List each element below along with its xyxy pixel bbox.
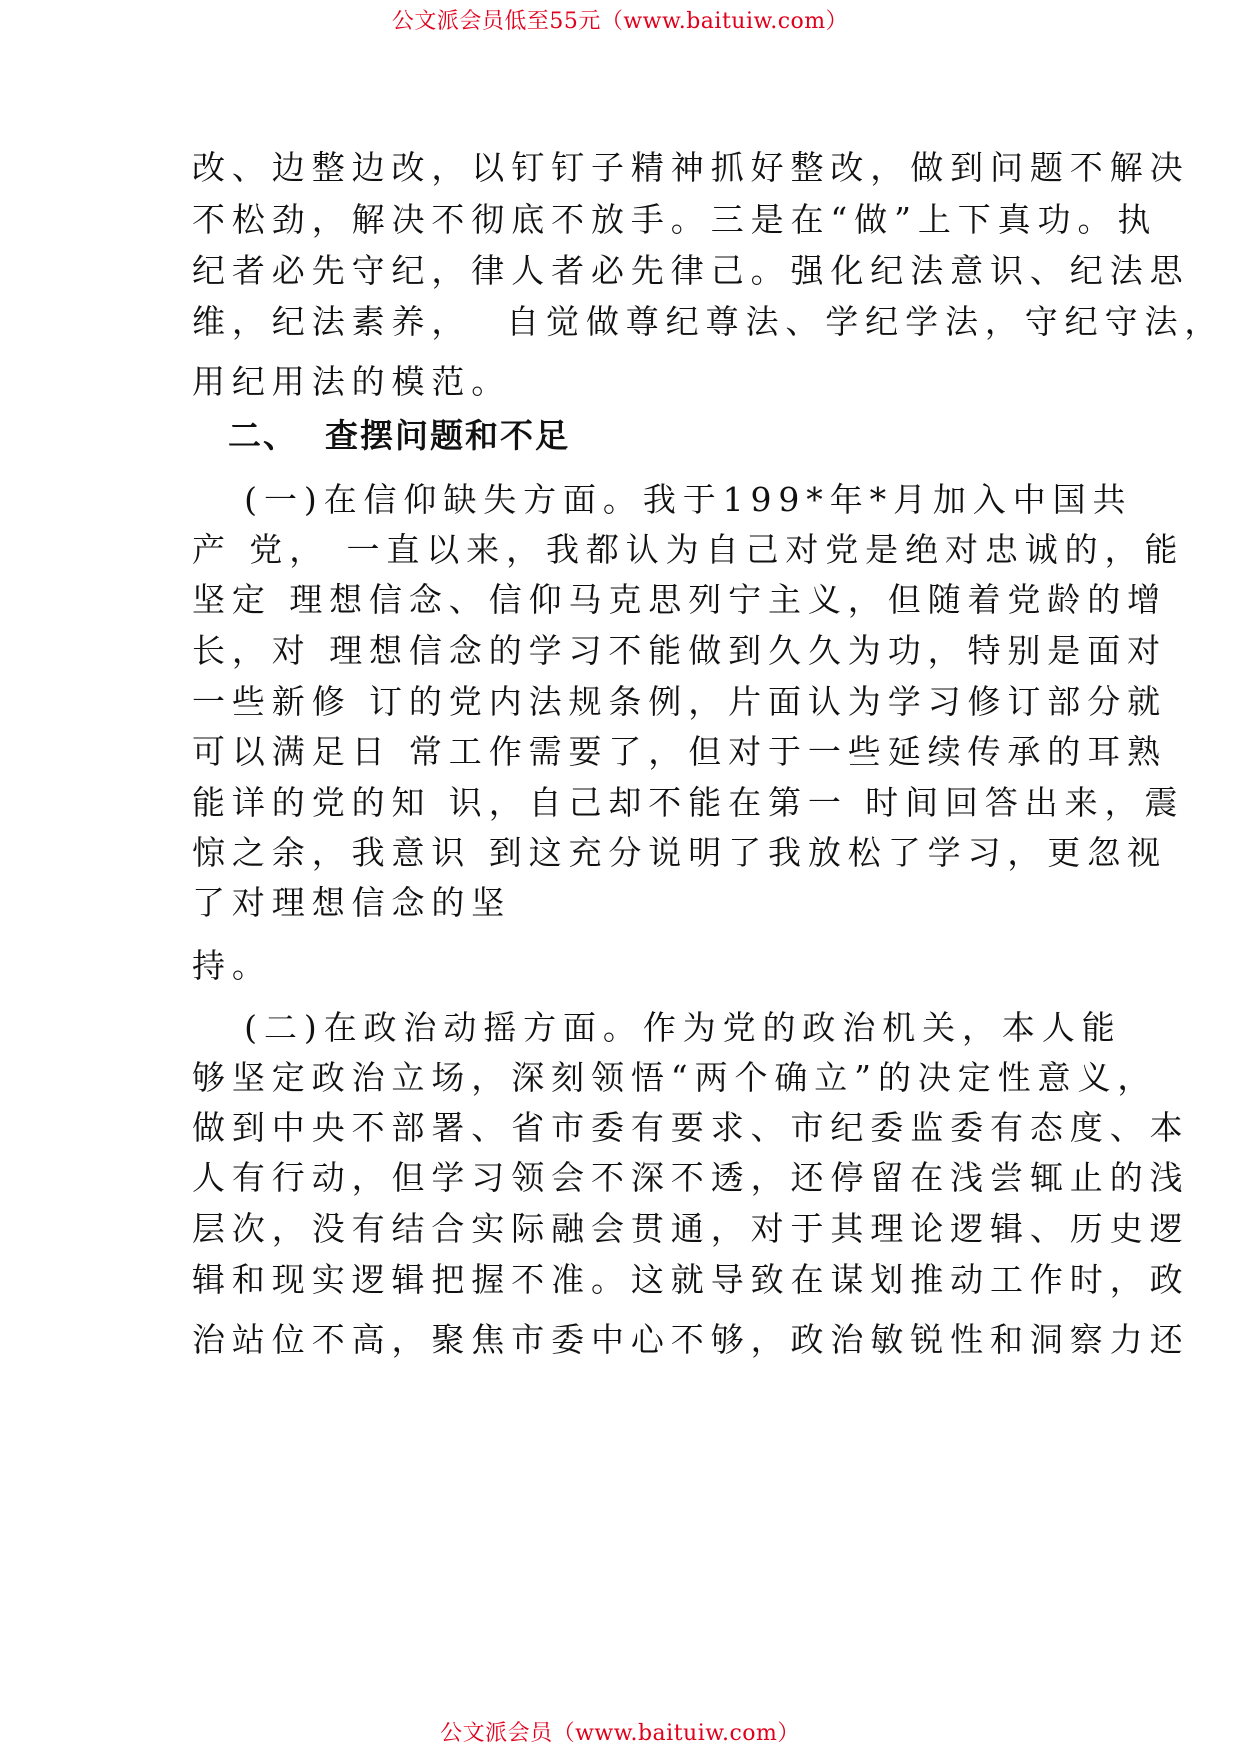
body-line: (二)在政治动摇方面。作为党的政治机关，本人能 xyxy=(192,1008,1122,1047)
body-line: 可以满足日 常工作需要了，但对于一些延续传承的耳熟 xyxy=(192,732,1167,771)
body-line: (一)在信仰缺失方面。我于199*年*月加入中国共 xyxy=(192,480,1133,519)
body-line: 持。 xyxy=(192,946,272,985)
body-line: 人有行动，但学习领会不深不透，还停留在浅尝辄止的浅 xyxy=(192,1158,1190,1197)
section-heading: 二、 查摆问题和不足 xyxy=(228,416,570,455)
body-line: 一些新修 订的党内法规条例，片面认为学习修订部分就 xyxy=(192,682,1167,721)
body-line: 长，对 理想信念的学习不能做到久久为功，特别是面对 xyxy=(192,631,1167,670)
body-line: 够坚定政治立场，深刻领悟“两个确立”的决定性意义， xyxy=(192,1058,1158,1097)
body-line: 能详的党的知 识，自己却不能在第一 时间回答出来，震 xyxy=(192,783,1185,822)
body-line: 维，纪法素养， 自觉做尊纪尊法、学纪学法，守纪守法， xyxy=(192,302,1225,341)
body-line: 惊之余，我意识 到这充分说明了我放松了学习，更忽视 xyxy=(192,833,1167,872)
body-line: 用纪用法的模范。 xyxy=(192,362,512,401)
body-line: 坚定 理想信念、信仰马克思列宁主义，但随着党龄的增 xyxy=(192,580,1167,619)
body-line: 治站位不高，聚焦市委中心不够，政治敏锐性和洞察力还 xyxy=(192,1320,1190,1359)
body-line: 了对理想信念的坚 xyxy=(192,883,512,922)
body-line: 层次，没有结合实际融会贯通，对于其理论逻辑、历史逻 xyxy=(192,1209,1190,1248)
body-line: 不松劲，解决不彻底不放手。三是在“做”上下真功。执 xyxy=(192,200,1158,239)
body-line: 做到中央不部署、省市委有要求、市纪委监委有态度、本 xyxy=(192,1108,1190,1147)
body-line: 纪者必先守纪，律人者必先律己。强化纪法意识、纪法思 xyxy=(192,251,1190,290)
header-watermark-banner[interactable]: 公文派会员低至55元（www.baituiw.com） xyxy=(391,9,849,34)
body-line: 产 党， 一直以来，我都认为自己对党是绝对忠诚的，能 xyxy=(192,530,1185,569)
body-line: 改、边整边改，以钉钉子精神抓好整改，做到问题不解决 xyxy=(192,148,1190,187)
footer-watermark-banner[interactable]: 公文派会员（www.baituiw.com） xyxy=(440,1721,800,1746)
body-line: 辑和现实逻辑把握不准。这就导致在谋划推动工作时，政 xyxy=(192,1260,1190,1299)
